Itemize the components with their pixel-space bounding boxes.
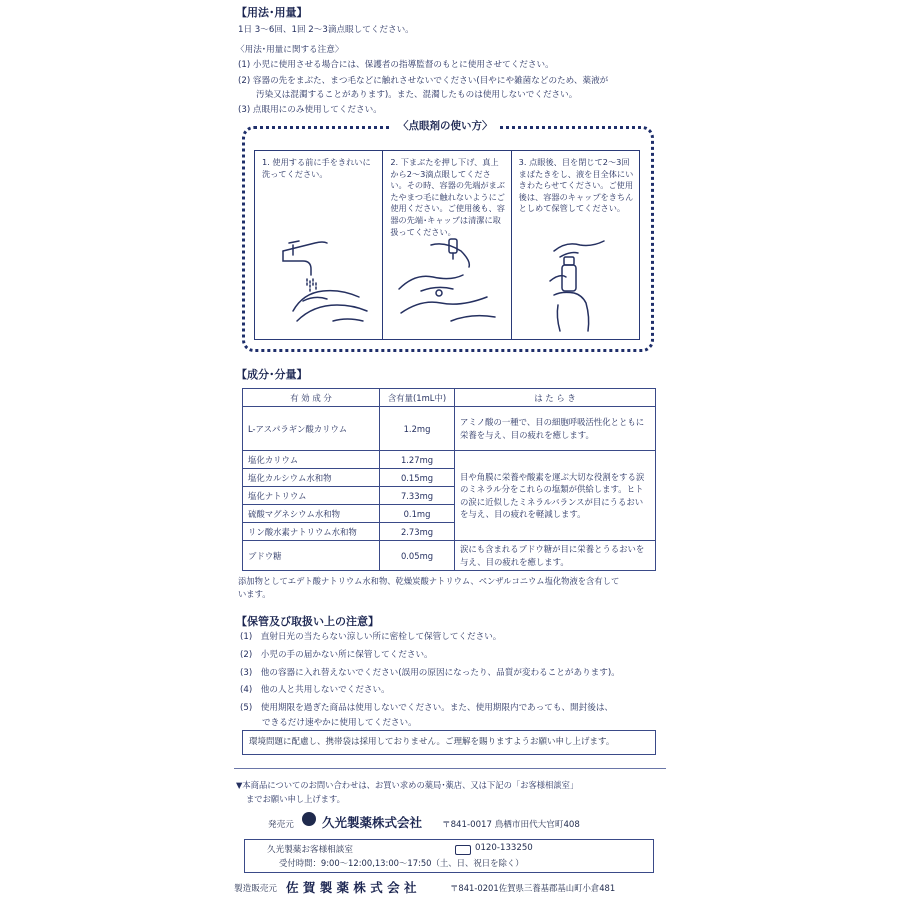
howto-step-2 [383,151,511,339]
contact-hours: 受付時間：9:00～12:00,13:00～17:50（土、日、祝日を除く） [279,858,524,868]
package-insert [232,0,668,900]
ingredient-amount: 0.05mg [380,541,455,571]
ingredients-table [242,388,656,571]
col-header: は た ら き [455,389,656,407]
seller-label: 発売元 [268,820,294,830]
inquiry-text: までお願い申し上げます。 [246,794,345,804]
usage-heading: 【用法･用量】 [236,6,308,19]
maker-label: 製造販売元 [234,884,277,894]
usage-note: (2) 容器の先をまぶた、まつ毛などに触れさせないでください(目やにや雑菌などのため、薬液が [238,76,609,86]
usage-note: (1) 小児に使用させる場合には、保護者の指導監督のもとに使用させてください。 [238,60,554,70]
table-header-row [243,389,656,407]
ingredients-heading: 【成分･分量】 [236,368,308,381]
ingredient-amount: 2.73mg [380,523,455,541]
step-text: 3. 点眼後、目を閉じて2～3回まばたきをし、液を目全体にいきわたらせてください。ご使用後は、容器のキャップをきちんとしめて保管してください。 [518,157,634,214]
storage-heading: 【保管及び取扱い上の注意】 [236,615,379,628]
table-row [243,451,656,469]
storage-item: できるだけ速やかに使用してください。 [262,718,417,728]
ingredient-amount: 1.2mg [380,407,455,451]
ingredient-name: 塩化ナトリウム [243,487,380,505]
table-row [243,407,656,451]
ingredient-amount: 7.33mg [380,487,455,505]
storage-item: (5) 使用期限を過ぎた商品は使用しないでください。また、使用期限内であっても、開封後は、 [240,703,614,713]
contact-desk: 久光製薬お客様相談室 [267,845,353,855]
additives-text: 添加物としてエデト酸ナトリウム水和物、乾燥炭酸ナトリウム、ベンザルコニウム塩化物液を含有して [238,576,620,586]
storage-item: (4) 他の人と共用しないでください。 [240,685,390,695]
col-header: 有 効 成 分 [243,389,380,407]
ingredient-name: ブドウ糖 [243,541,380,571]
seller-address: 〒841-0017 鳥栖市田代大官町408 [442,820,580,830]
ingredient-name: リン酸水素ナトリウム水和物 [243,523,380,541]
hand-washing-icon [263,221,375,333]
inquiry-text: ▼本商品についてのお問い合わせは、お買い求めの薬局･薬店、又は下記の「お客様相談室」 [236,780,579,790]
ingredient-name: L-アスパラギン酸カリウム [243,407,380,451]
contact-box [244,839,654,873]
storage-item: (1) 直射日光の当たらない涼しい所に密栓して保管してください。 [240,632,502,642]
ingredient-name: 塩化カリウム [243,451,380,469]
cap-bottle-icon [520,221,632,333]
ingredient-amount: 0.15mg [380,469,455,487]
contact-phone: 0120-133250 [475,843,533,853]
freedial-icon [455,845,471,855]
hisamitsu-logo-icon [302,812,316,826]
maker-address: 〒841-0201佐賀県三養基郡基山町小倉481 [450,883,616,893]
usage-dose: 1日 3～6回、1回 2～3滴点眼してください。 [238,25,414,35]
ingredient-name: 塩化カルシウム水和物 [243,469,380,487]
usage-note: 汚染又は混濁することがあります)。また、混濁したものは使用しないでください。 [256,90,578,100]
eye-drop-icon [391,233,503,333]
ingredient-action: アミノ酸の一種で、目の細胞呼吸活性化とともに栄養を与え、目の疲れを癒します。 [455,407,656,451]
additives-text: います。 [238,589,271,599]
col-header: 含有量(1mL中) [380,389,455,407]
howto-step-3 [512,151,639,339]
ingredient-amount: 0.1mg [380,505,455,523]
environment-note: 環境問題に配慮し、携帯袋は採用しておりません。ご理解を賜りますようお願い申し上げます。 [242,730,656,755]
ingredient-action: 目や角膜に栄養や酸素を運ぶ大切な役割をする涙のミネラル分をこれらの塩類が供給します。ヒトの涙に近似したミネラルバランスが目にうるおいを与え、目の疲れを軽減します。 [455,451,656,541]
ingredient-amount: 1.27mg [380,451,455,469]
usage-note: (3) 点眼用にのみ使用してください。 [238,105,382,115]
table-row [243,541,656,571]
storage-item: (2) 小児の手の届かない所に保管してください。 [240,650,433,660]
storage-item: (3) 他の容器に入れ替えないでください(誤用の原因になったり、品質が変わることがあります)。 [240,668,620,678]
step-text: 1. 使用する前に手をきれいに洗ってください。 [262,157,371,179]
howto-title: 〈点眼剤の使い方〉 [392,118,499,133]
usage-note-heading: 〈用法･用量に関する注意〉 [236,45,344,55]
ingredient-action: 涙にも含まれるブドウ糖が目に栄養とうるおいを与え、目の疲れを癒します。 [455,541,656,571]
ingredient-name: 硫酸マグネシウム水和物 [243,505,380,523]
maker-company: 佐 賀 製 薬 株 式 会 社 [286,880,417,895]
step-text: 2. 下まぶたを押し下げ、真上から2～3滴点眼してください。その時、容器の先端がまぶたやまつ毛に触れないようにご使用ください。ご使用後も、容器の先端･キャップは清潔に取扱ってください。 [390,157,505,237]
howto-step-1 [255,151,383,339]
seller-company: 久光製薬株式会社 [322,815,423,830]
divider [234,768,666,769]
howto-steps [254,150,640,340]
